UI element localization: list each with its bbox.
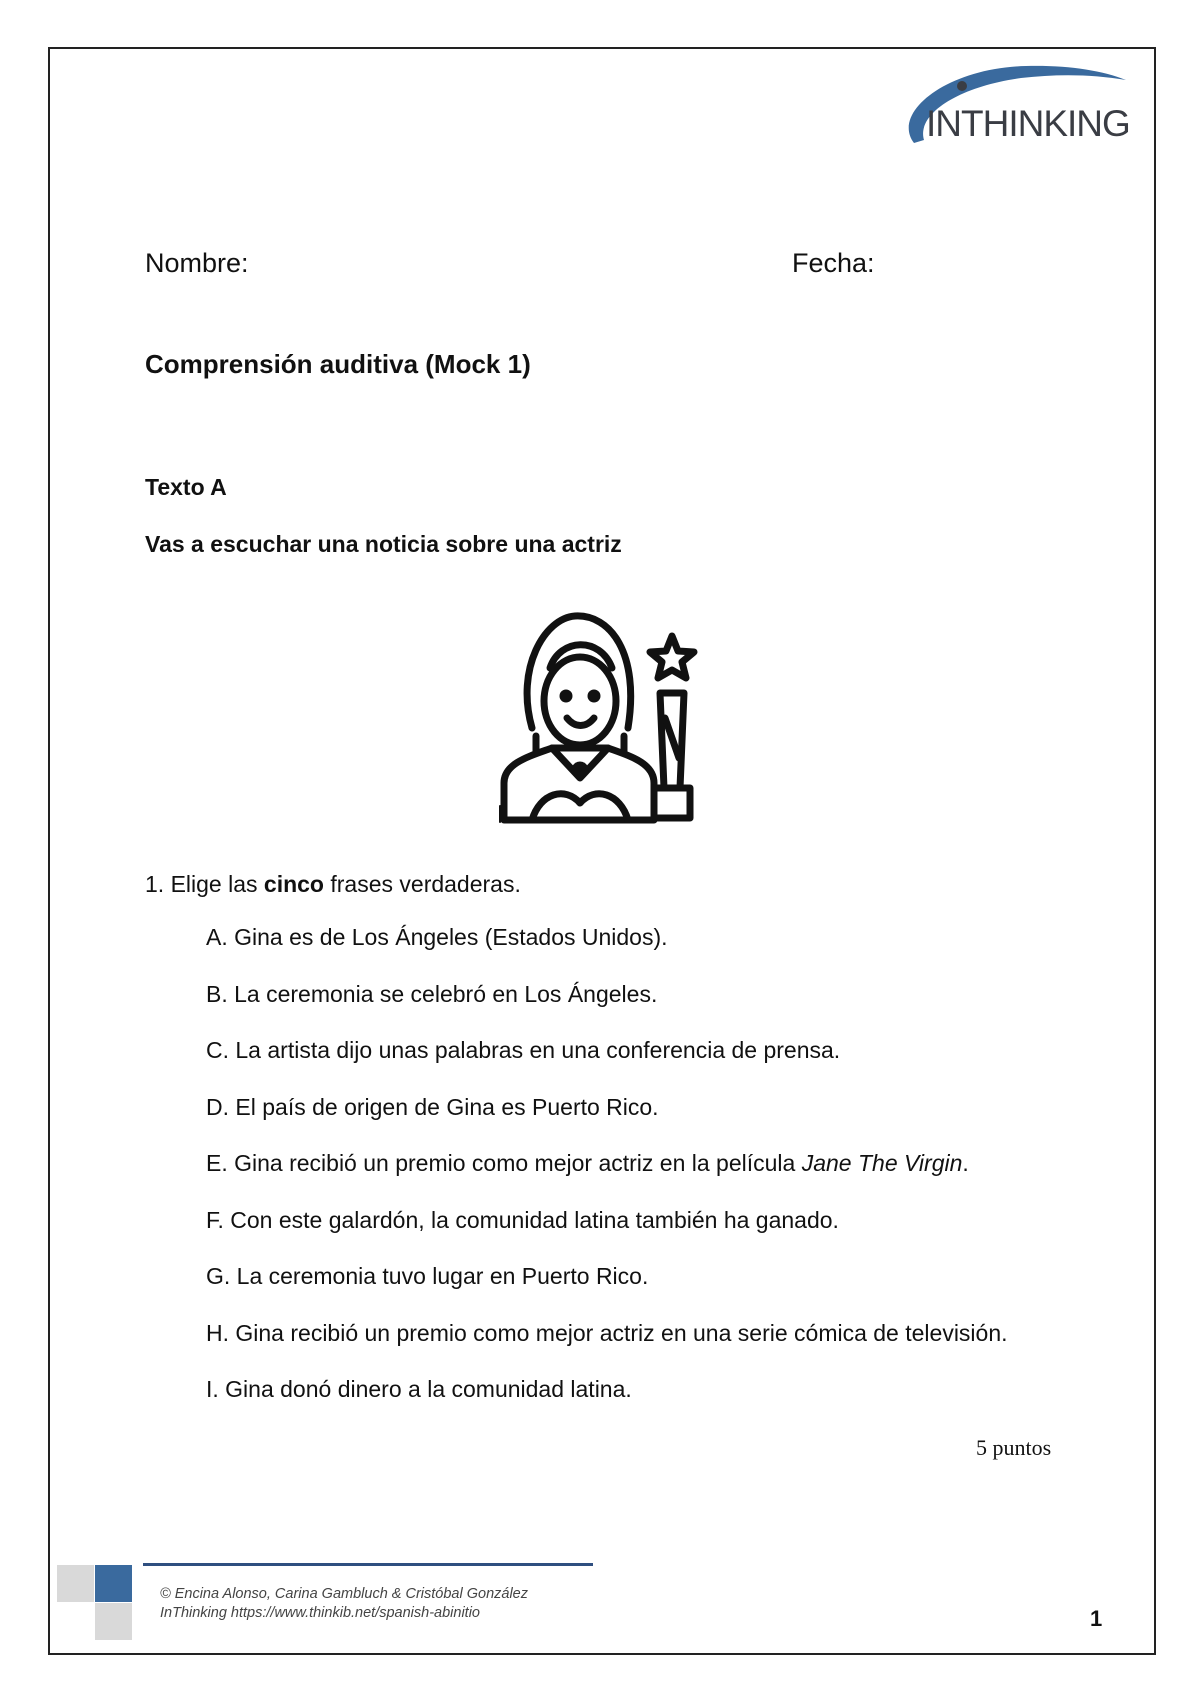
name-label: Nombre: xyxy=(145,248,249,278)
option-text: G. La ceremonia tuvo lugar en Puerto Rico. xyxy=(206,1263,649,1289)
footer-line-2: InThinking https://www.thinkib.net/spanish-abinitio xyxy=(160,1605,480,1621)
option-i xyxy=(206,1378,1008,1435)
page-number: 1 xyxy=(1090,1606,1103,1631)
options-list xyxy=(206,926,1008,1435)
option-text: H. Gina recibió un premio como mejor actriz en una serie cómica de televisión. xyxy=(206,1319,1008,1346)
option-text: I. Gina donó dinero a la comunidad latina. xyxy=(206,1376,632,1402)
document-title: Comprensión auditiva (Mock 1) xyxy=(145,349,531,379)
option-a xyxy=(206,926,1008,983)
option-text: F. Con este galardón, la comunidad latina también ha ganado. xyxy=(206,1206,839,1233)
option-text: B. La ceremonia se celebró en Los Ángeles. xyxy=(206,980,658,1007)
logo-text: INTHINKING xyxy=(926,103,1130,144)
footer-square xyxy=(95,1603,132,1640)
footer-divider xyxy=(143,1563,593,1566)
footer-squares-icon xyxy=(57,1565,133,1641)
option-c xyxy=(206,1039,1008,1096)
option-h xyxy=(206,1319,1008,1379)
footer-square xyxy=(57,1565,94,1602)
option-italic-title: Jane The Virgin xyxy=(801,1150,963,1176)
inthinking-logo xyxy=(886,58,1136,148)
option-e xyxy=(206,1152,1008,1209)
footer-line-1: © Encina Alonso, Carina Gambluch & Cristóbal González xyxy=(160,1586,528,1602)
question-1 xyxy=(145,871,521,898)
option-g xyxy=(206,1265,1008,1322)
option-text: A. Gina es de Los Ángeles (Estados Unidos). xyxy=(206,924,668,950)
section-subtitle: Vas a escuchar una noticia sobre una actriz xyxy=(145,531,622,557)
question-prefix: 1. Elige las xyxy=(145,871,264,897)
footer-credits xyxy=(160,1585,528,1623)
option-text: E. Gina recibió un premio como mejor actriz en la película xyxy=(206,1150,802,1176)
question-bold-word: cinco xyxy=(263,871,324,897)
question-suffix: frases verdaderas. xyxy=(323,871,521,897)
option-text-end: . xyxy=(962,1150,969,1176)
section-title: Texto A xyxy=(145,474,227,500)
option-f xyxy=(206,1206,1008,1266)
date-label: Fecha: xyxy=(792,248,875,278)
footer-square xyxy=(95,1565,132,1602)
actress-with-award-icon xyxy=(490,608,710,830)
option-text: D. El país de origen de Gina es Puerto Rico. xyxy=(206,1093,659,1120)
option-b xyxy=(206,980,1008,1040)
points-label: 5 puntos xyxy=(976,1435,1052,1460)
option-d xyxy=(206,1093,1008,1153)
option-text: C. La artista dijo unas palabras en una conferencia de prensa. xyxy=(206,1037,841,1063)
